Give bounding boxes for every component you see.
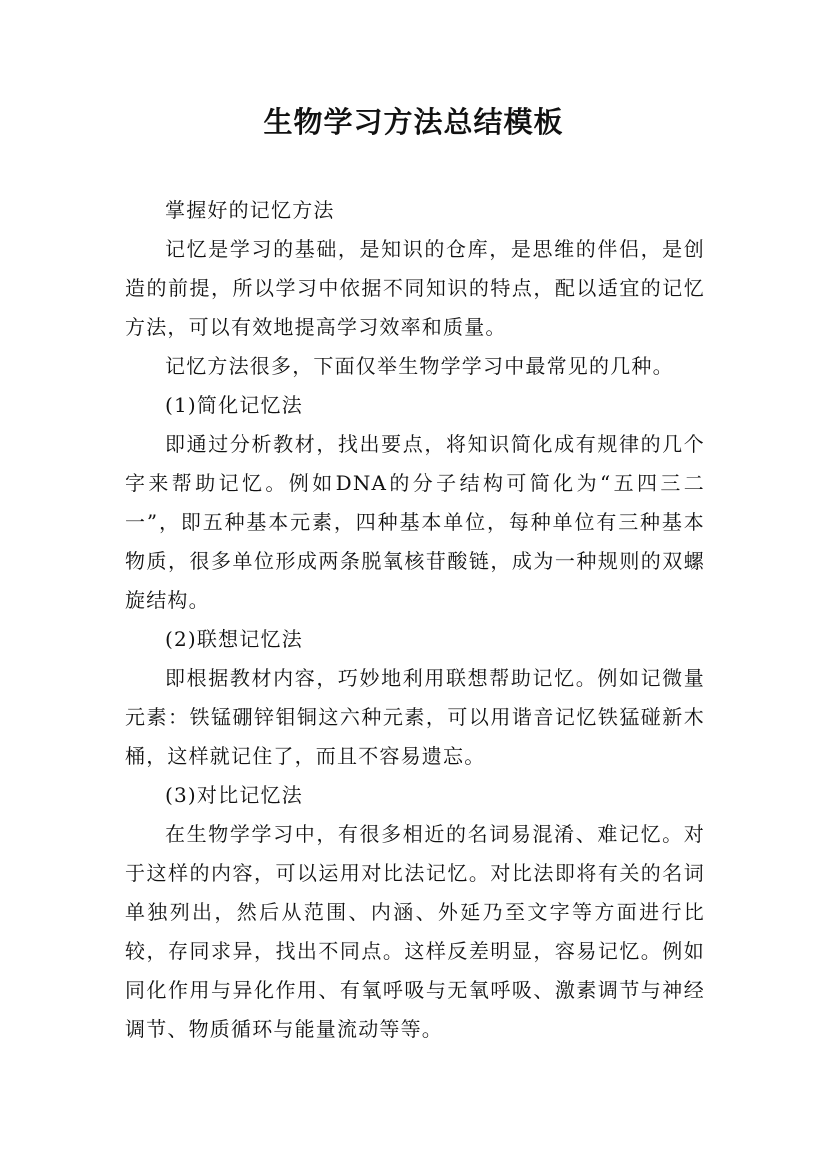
paragraph-methods-overview: 记忆方法很多，下面仅举生物学学习中最常见的几种。 — [165, 354, 674, 378]
paragraph-memory-intro: 记忆是学习的基础，是知识的仓库，是思维的伴侣，是创造的前提，所以学习中依据不同知识的特点，配以适宜的记忆方法，可以有效地提高学习效率和质量。 — [125, 237, 705, 339]
paragraph-simplified-memory: 即通过分析教材，找出要点，将知识简化成有规律的几个字来帮助记忆。例如DNA的分子结构可简化为“五四三二一”，即五种基本元素，四种基本单位，每种单位有三种基本物质，很多单位形成两条脱氧核苷酸链，成为一种规则的双螺旋结构。 — [125, 432, 705, 612]
subheading-simplified-memory: (1)简化记忆法 — [165, 393, 303, 417]
paragraph-contrast-memory: 在生物学学习中，有很多相近的名词易混淆、难记忆。对于这样的内容，可以运用对比法记忆。对比法即将有关的名词单独列出，然后从范围、内涵、外延乃至文字等方面进行比较，存同求异，找出不同点。这样反差明显，容易记忆。例如同化作用与异化作用、有氧呼吸与无氧呼吸、激素调节与神经调节、物质循环与能量流动等等。 — [125, 822, 705, 1041]
section-heading-memory-methods: 掌握好的记忆方法 — [165, 198, 335, 222]
document-body — [125, 191, 705, 1049]
subheading-contrast-memory: (3)对比记忆法 — [165, 783, 303, 807]
paragraph-associative-memory: 即根据教材内容，巧妙地利用联想帮助记忆。例如记微量元素：铁锰硼锌钼铜这六种元素，可以用谐音记忆铁猛碰新木桶，这样就记住了，而且不容易遗忘。 — [125, 666, 705, 768]
document-title: 生物学习方法总结模板 — [263, 105, 564, 139]
subheading-associative-memory: (2)联想记忆法 — [165, 627, 303, 651]
